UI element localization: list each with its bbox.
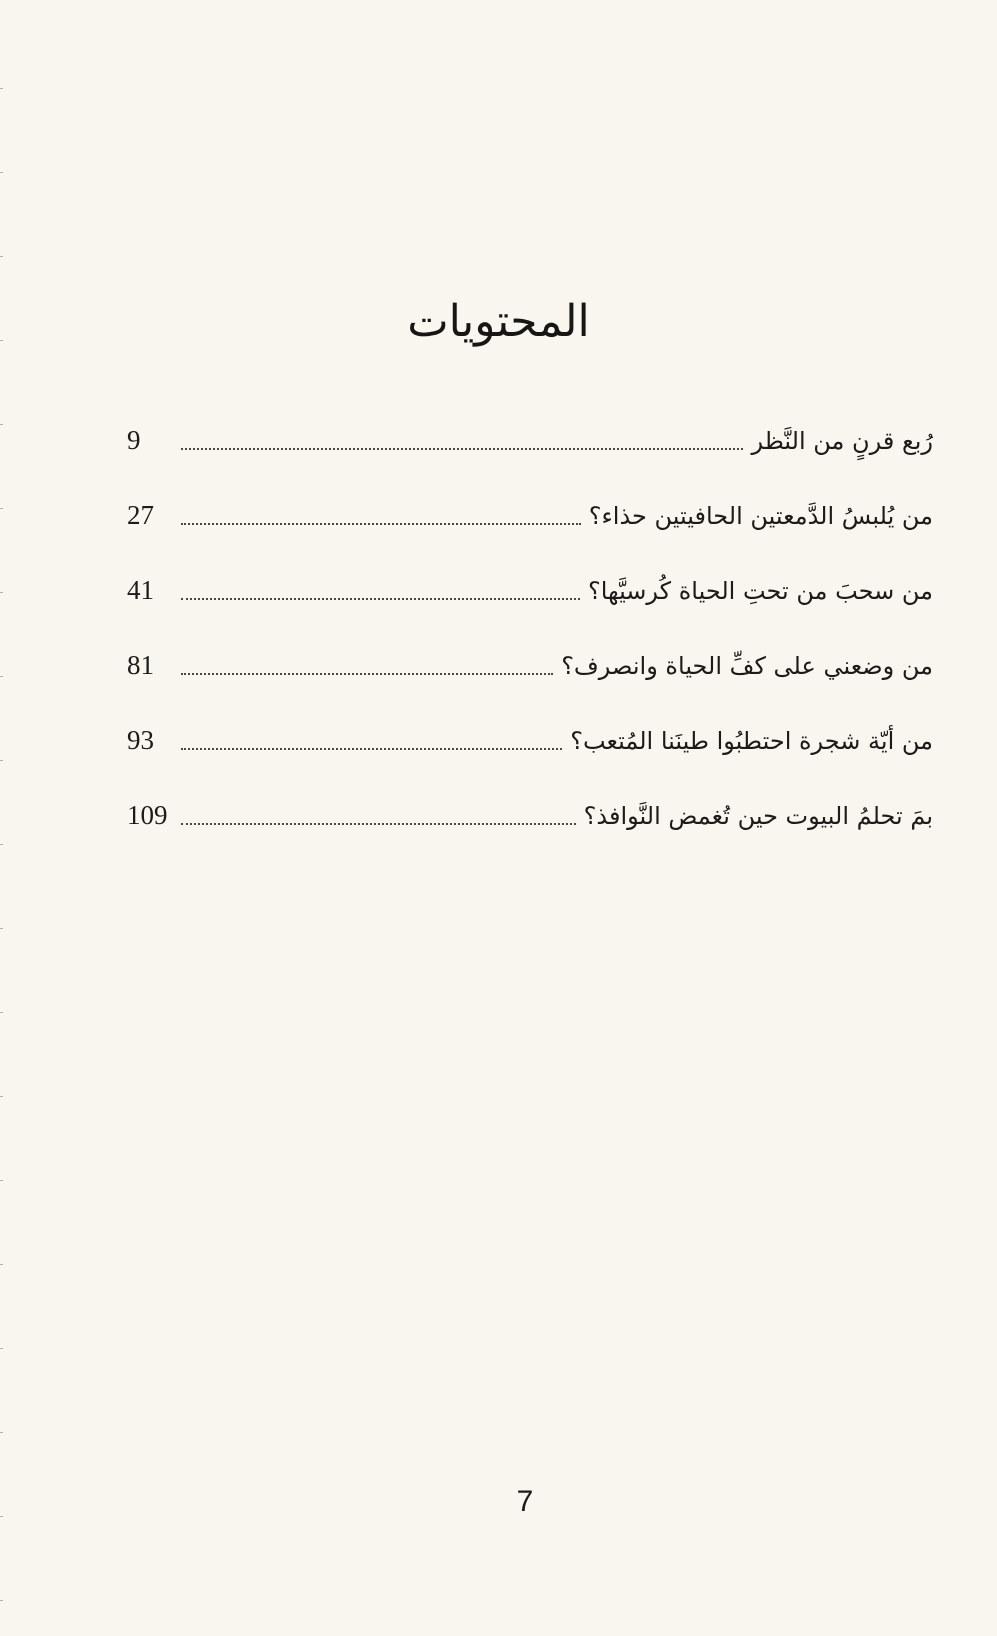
toc-dot-leader xyxy=(181,570,580,600)
toc-entry-page: 27 xyxy=(127,500,154,530)
toc-entry-page: 9 xyxy=(127,425,141,455)
toc-entry[interactable] xyxy=(127,645,933,720)
toc-entry-title: من وضعني على كفِّ الحياة وانصرف؟ xyxy=(561,652,933,680)
page-title: المحتويات xyxy=(407,296,590,347)
toc-entry-title: رُبع قرنٍ من النَّظر xyxy=(751,427,933,455)
toc-entry-page: 41 xyxy=(127,575,154,605)
toc-entry-title: من سحبَ من تحتِ الحياة كُرسيَّها؟ xyxy=(587,577,933,605)
toc-entry[interactable] xyxy=(127,795,933,870)
toc-entry-page: 109 xyxy=(127,800,168,830)
toc-dot-leader xyxy=(181,495,581,525)
toc-dot-leader xyxy=(181,795,576,825)
page-edge-marks xyxy=(0,0,6,1636)
toc-entry-title: من يُلبسُ الدَّمعتين الحافيتين حذاء؟ xyxy=(588,502,933,530)
table-of-contents xyxy=(127,420,933,870)
toc-dot-leader xyxy=(181,720,562,750)
toc-entry-title: بمَ تحلمُ البيوت حين تُغمض النَّوافذ؟ xyxy=(583,802,933,830)
toc-entry-page: 93 xyxy=(127,725,154,755)
toc-entry[interactable] xyxy=(127,420,933,495)
toc-entry-title: من أيّة شجرة احتطبُوا طينَنا المُتعب؟ xyxy=(570,727,933,755)
toc-dot-leader xyxy=(181,645,553,675)
toc-entry[interactable] xyxy=(127,570,933,645)
page-number: 7 xyxy=(516,1485,534,1518)
toc-entry-page: 81 xyxy=(127,650,154,680)
toc-entry[interactable] xyxy=(127,495,933,570)
toc-dot-leader xyxy=(181,420,743,450)
toc-entry[interactable] xyxy=(127,720,933,795)
